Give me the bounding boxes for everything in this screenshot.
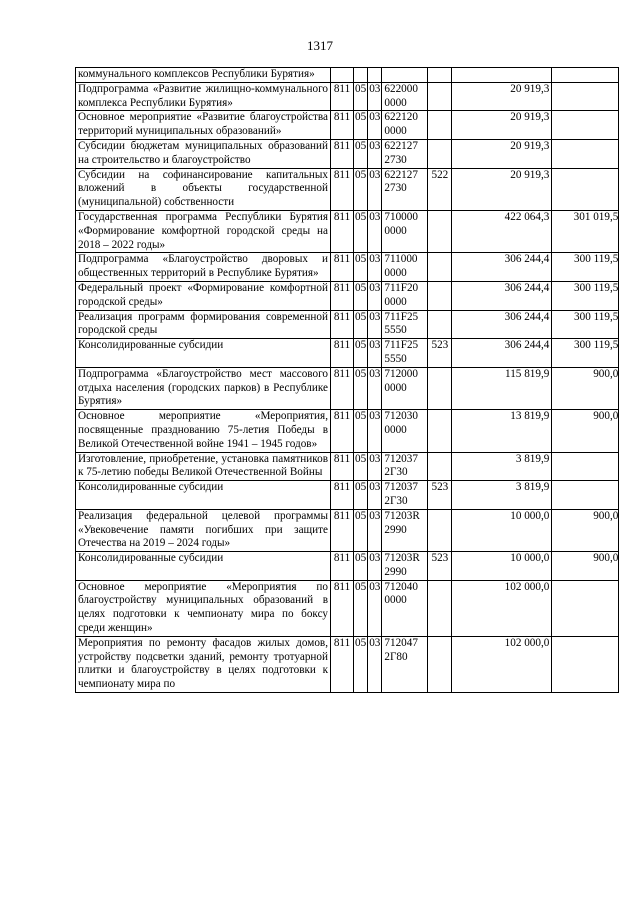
grbs-code-cell: 811 [331, 367, 354, 409]
amount-federal-cell: 900,0 [552, 410, 619, 452]
amount-federal-cell [552, 111, 619, 140]
target-article-cell: 622127 2730 [382, 168, 428, 210]
table-row [76, 310, 619, 339]
amount-total-cell: 20 919,3 [452, 139, 552, 168]
subsection-code-cell: 03 [368, 339, 382, 368]
item-name-cell: Подпрограмма «Благоустройство мест массового отдыха населения (городских парков) в Республике Бурятия» [76, 367, 331, 409]
subsection-code-cell: 03 [368, 552, 382, 581]
grbs-code-cell: 811 [331, 339, 354, 368]
item-name-cell: Федеральный проект «Формирование комфортной городской среды» [76, 281, 331, 310]
amount-federal-cell: 900,0 [552, 552, 619, 581]
item-name-cell: Консолидированные субсидии [76, 552, 331, 581]
target-article-cell: 622127 2730 [382, 139, 428, 168]
expense-type-cell [428, 509, 452, 551]
amount-total-cell [452, 68, 552, 83]
amount-total-cell: 306 244,4 [452, 281, 552, 310]
target-article-cell: 71203R 2990 [382, 552, 428, 581]
expense-type-cell [428, 367, 452, 409]
grbs-code-cell: 811 [331, 253, 354, 282]
subsection-code-cell: 03 [368, 452, 382, 481]
page-number: 1317 [307, 38, 333, 53]
expense-type-cell [428, 111, 452, 140]
section-code-cell: 05 [354, 552, 368, 581]
table-row [76, 210, 619, 252]
amount-total-cell: 20 919,3 [452, 111, 552, 140]
item-name-cell: Субсидии на софинансирование капитальных вложений в объекты государственной (муниципальной) собственности [76, 168, 331, 210]
amount-total-cell: 13 819,9 [452, 410, 552, 452]
amount-federal-cell [552, 68, 619, 83]
table-row [76, 552, 619, 581]
subsection-code-cell: 03 [368, 580, 382, 636]
table-row [76, 82, 619, 111]
amount-total-cell: 102 000,0 [452, 636, 552, 692]
target-article-cell: 712000 0000 [382, 367, 428, 409]
amount-federal-cell [552, 580, 619, 636]
expense-type-cell: 522 [428, 168, 452, 210]
amount-total-cell: 115 819,9 [452, 367, 552, 409]
expense-type-cell [428, 281, 452, 310]
grbs-code-cell: 811 [331, 111, 354, 140]
amount-total-cell: 20 919,3 [452, 82, 552, 111]
item-name-cell: Изготовление, приобретение, установка памятников к 75-летию победы Великой Отечественной Войны [76, 452, 331, 481]
target-article-cell: 712037 2Г30 [382, 452, 428, 481]
section-code-cell: 05 [354, 509, 368, 551]
section-code-cell: 05 [354, 168, 368, 210]
item-name-cell: Основное мероприятие «Развитие благоустройства территорий муниципальных образований» [76, 111, 331, 140]
target-article-cell: 712040 0000 [382, 580, 428, 636]
item-name-cell: Субсидии бюджетам муниципальных образований на строительство и благоустройство [76, 139, 331, 168]
item-name-cell: Реализация федеральной целевой программы «Увековечение памяти погибших при защите Отечества на 2019 – 2024 годы» [76, 509, 331, 551]
section-code-cell: 05 [354, 339, 368, 368]
amount-federal-cell [552, 636, 619, 692]
amount-federal-cell [552, 168, 619, 210]
amount-federal-cell [552, 481, 619, 510]
section-code-cell: 05 [354, 452, 368, 481]
subsection-code-cell: 03 [368, 139, 382, 168]
expense-type-cell: 523 [428, 552, 452, 581]
section-code-cell: 05 [354, 580, 368, 636]
grbs-code-cell: 811 [331, 452, 354, 481]
table-row [76, 68, 619, 83]
item-name-cell: Государственная программа Республики Бурятия «Формирование комфортной городской среды на 2018 – 2022 годы» [76, 210, 331, 252]
target-article-cell: 711000 0000 [382, 253, 428, 282]
subsection-code-cell: 03 [368, 310, 382, 339]
table-row [76, 452, 619, 481]
amount-total-cell: 306 244,4 [452, 310, 552, 339]
grbs-code-cell: 811 [331, 552, 354, 581]
target-article-cell: 622000 0000 [382, 82, 428, 111]
amount-federal-cell: 300 119,5 [552, 310, 619, 339]
grbs-code-cell: 811 [331, 139, 354, 168]
subsection-code-cell: 03 [368, 509, 382, 551]
expense-type-cell: 523 [428, 339, 452, 368]
expense-type-cell [428, 310, 452, 339]
expense-type-cell [428, 210, 452, 252]
amount-federal-cell: 900,0 [552, 509, 619, 551]
subsection-code-cell: 03 [368, 410, 382, 452]
subsection-code-cell: 03 [368, 481, 382, 510]
expense-type-cell [428, 253, 452, 282]
amount-total-cell: 422 064,3 [452, 210, 552, 252]
item-name-cell: Консолидированные субсидии [76, 339, 331, 368]
subsection-code-cell: 03 [368, 367, 382, 409]
target-article-cell: 622120 0000 [382, 111, 428, 140]
grbs-code-cell: 811 [331, 168, 354, 210]
item-name-cell: Подпрограмма «Благоустройство дворовых и общественных территорий в Республике Бурятия» [76, 253, 331, 282]
expense-type-cell [428, 410, 452, 452]
amount-federal-cell [552, 452, 619, 481]
grbs-code-cell: 811 [331, 481, 354, 510]
amount-federal-cell: 300 119,5 [552, 339, 619, 368]
subsection-code-cell: 03 [368, 111, 382, 140]
expense-type-cell [428, 82, 452, 111]
item-name-cell: Основное мероприятие «Мероприятия, посвященные празднованию 75-летия Победы в Великой Отечественной войне 1941 – 1945 годов» [76, 410, 331, 452]
subsection-code-cell: 03 [368, 636, 382, 692]
section-code-cell: 05 [354, 281, 368, 310]
amount-total-cell: 10 000,0 [452, 552, 552, 581]
table-row [76, 253, 619, 282]
section-code-cell: 05 [354, 636, 368, 692]
subsection-code-cell: 03 [368, 210, 382, 252]
amount-federal-cell: 900,0 [552, 367, 619, 409]
amount-total-cell: 3 819,9 [452, 481, 552, 510]
table-row [76, 580, 619, 636]
section-code-cell: 05 [354, 481, 368, 510]
subsection-code-cell: 03 [368, 168, 382, 210]
grbs-code-cell: 811 [331, 509, 354, 551]
section-code-cell: 05 [354, 410, 368, 452]
amount-total-cell: 306 244,4 [452, 339, 552, 368]
subsection-code-cell: 03 [368, 281, 382, 310]
grbs-code-cell: 811 [331, 636, 354, 692]
item-name-cell: Подпрограмма «Развитие жилищно-коммунального комплекса Республики Бурятия» [76, 82, 331, 111]
amount-total-cell: 306 244,4 [452, 253, 552, 282]
amount-federal-cell [552, 139, 619, 168]
amount-total-cell: 20 919,3 [452, 168, 552, 210]
table-row [76, 410, 619, 452]
target-article-cell: 711F25 5550 [382, 310, 428, 339]
target-article-cell: 712037 2Г30 [382, 481, 428, 510]
target-article-cell: 711F25 5550 [382, 339, 428, 368]
amount-total-cell: 3 819,9 [452, 452, 552, 481]
amount-federal-cell: 301 019,5 [552, 210, 619, 252]
budget-table-body [76, 68, 619, 693]
section-code-cell: 05 [354, 310, 368, 339]
target-article-cell [382, 68, 428, 83]
item-name-cell: Мероприятия по ремонту фасадов жилых домов, устройству подсветки зданий, ремонту тротуарной плитки и благоустройству в целях подготовки к чемпионату мира по [76, 636, 331, 692]
target-article-cell: 71203R 2990 [382, 509, 428, 551]
target-article-cell: 710000 0000 [382, 210, 428, 252]
amount-federal-cell [552, 82, 619, 111]
grbs-code-cell: 811 [331, 410, 354, 452]
amount-federal-cell: 300 119,5 [552, 281, 619, 310]
expense-type-cell [428, 636, 452, 692]
amount-federal-cell: 300 119,5 [552, 253, 619, 282]
table-row [76, 481, 619, 510]
section-code-cell: 05 [354, 139, 368, 168]
table-row [76, 339, 619, 368]
item-name-cell: Реализация программ формирования современной городской среды [76, 310, 331, 339]
section-code-cell: 05 [354, 367, 368, 409]
table-row [76, 281, 619, 310]
target-article-cell: 712047 2Г80 [382, 636, 428, 692]
item-name-cell: коммунального комплексов Республики Бурятия» [76, 68, 331, 83]
section-code-cell: 05 [354, 253, 368, 282]
expense-type-cell [428, 580, 452, 636]
grbs-code-cell [331, 68, 354, 83]
budget-table [75, 67, 619, 693]
grbs-code-cell: 811 [331, 580, 354, 636]
table-row [76, 636, 619, 692]
amount-total-cell: 10 000,0 [452, 509, 552, 551]
table-row [76, 139, 619, 168]
item-name-cell: Основное мероприятие «Мероприятия по благоустройству муниципальных образований в целях подготовки к чемпионату мира по боксу среди женщин» [76, 580, 331, 636]
section-code-cell [354, 68, 368, 83]
table-row [76, 509, 619, 551]
subsection-code-cell: 03 [368, 253, 382, 282]
target-article-cell: 711F20 0000 [382, 281, 428, 310]
section-code-cell: 05 [354, 111, 368, 140]
grbs-code-cell: 811 [331, 210, 354, 252]
subsection-code-cell [368, 68, 382, 83]
expense-type-cell [428, 139, 452, 168]
expense-type-cell [428, 68, 452, 83]
grbs-code-cell: 811 [331, 310, 354, 339]
section-code-cell: 05 [354, 82, 368, 111]
subsection-code-cell: 03 [368, 82, 382, 111]
section-code-cell: 05 [354, 210, 368, 252]
expense-type-cell [428, 452, 452, 481]
table-row [76, 111, 619, 140]
amount-total-cell: 102 000,0 [452, 580, 552, 636]
table-row [76, 168, 619, 210]
expense-type-cell: 523 [428, 481, 452, 510]
target-article-cell: 712030 0000 [382, 410, 428, 452]
grbs-code-cell: 811 [331, 281, 354, 310]
grbs-code-cell: 811 [331, 82, 354, 111]
table-row [76, 367, 619, 409]
item-name-cell: Консолидированные субсидии [76, 481, 331, 510]
